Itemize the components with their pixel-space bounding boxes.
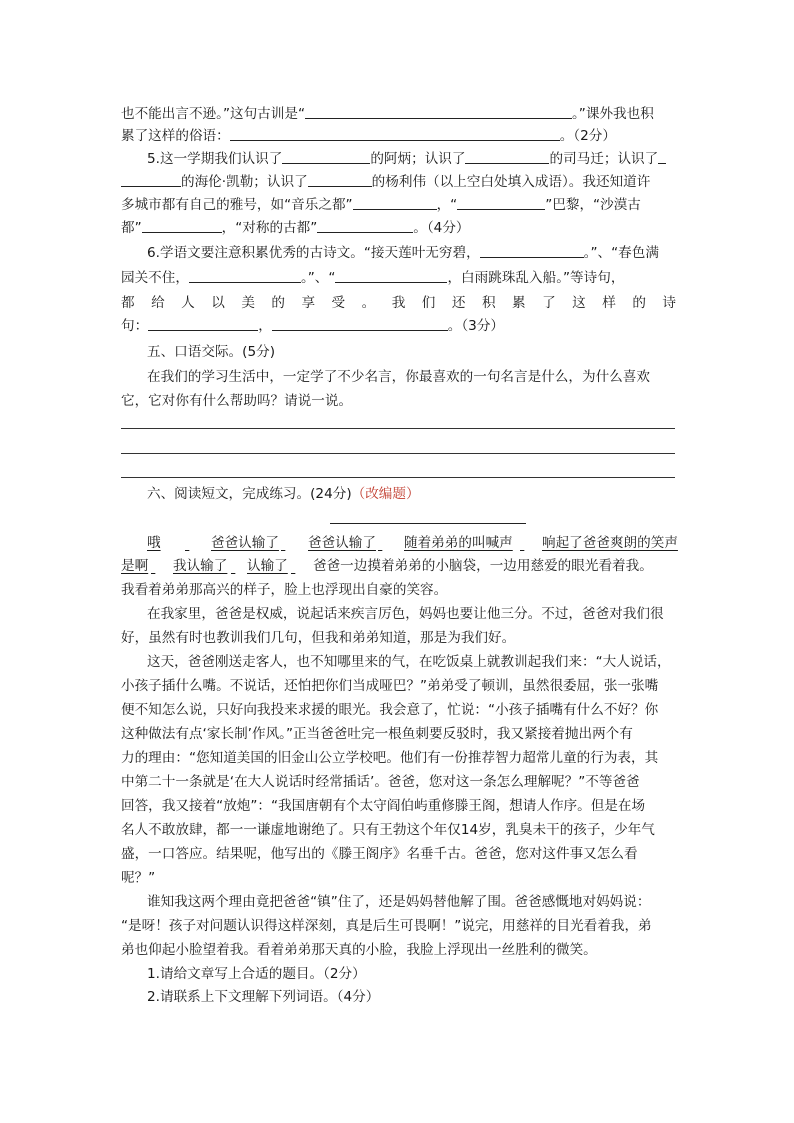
- p1-phrase: 我认输了: [173, 558, 228, 574]
- answer-blank[interactable]: [142, 217, 222, 233]
- q6-char: 给: [151, 295, 165, 311]
- p4-line-2: “是呀！孩子对问题认识得这样深刻，真是后生可畏啊！”说完，用慈祥的目光看着我，弟: [121, 918, 652, 934]
- q5-text: 都”: [121, 220, 142, 236]
- q6-char: 样: [602, 295, 616, 311]
- q5-text: 5.这一学期我们认识了: [147, 151, 283, 167]
- p1-phrase: 哦: [147, 535, 161, 551]
- p2-line-2: 好，虽然有时也教训我们几句，但我和弟弟知道，那是为我们好。: [121, 630, 516, 646]
- q5-text: 的海伦·凯勒；认识了: [181, 174, 308, 190]
- q6-char: 我: [391, 295, 406, 311]
- q6-text: ，: [258, 318, 272, 334]
- section5-prompt-2: 它，它对你有什么帮助吗？请说一说。: [121, 393, 353, 409]
- q5-text: 的阿炳；认识了: [370, 151, 466, 167]
- answer-blank[interactable]: [465, 148, 549, 164]
- p3-line-1: 这天，爸爸刚送走客人，也不知哪里来的气，在吃饭桌上就教训起我们来：“大人说话，: [147, 654, 671, 670]
- p1-phrase: 响起了爸爸爽朗的笑声: [542, 535, 678, 551]
- p3-line-5: 力的理由：“您知道美国的旧金山公立学校吧。他们有一份推荐智力超常儿童的行为表，其: [121, 750, 659, 766]
- q6-char: 还: [451, 295, 466, 311]
- question-1: 1.请给文章写上合适的题目。（2分）: [147, 966, 366, 982]
- answer-blank[interactable]: [282, 148, 370, 164]
- q6-text: 园关不住，: [121, 270, 189, 286]
- answer-blank[interactable]: [353, 194, 437, 210]
- q6-char: 美: [241, 295, 255, 311]
- p3-line-2: 小孩子插什么嘴。不说话，还怕把你们当成哑巴？”弟弟受了顿训，虽然很委屈，张一张嘴: [121, 678, 659, 694]
- q5-text: ，“对称的古都”: [221, 220, 318, 236]
- q6-char: 累: [512, 295, 526, 311]
- answer-blank[interactable]: [658, 148, 666, 164]
- p3-line-7: 回答，我又接着“放炮”：“我国唐朝有个太守阎伯屿重修滕王阁，想请人作序。但是在场: [121, 798, 646, 814]
- p1-phrase: 随着弟弟的叫喊声: [404, 535, 513, 551]
- p3-line-10: 呢？”: [121, 870, 156, 886]
- q6-line-4: [121, 315, 676, 337]
- q6-line-3: [121, 292, 676, 314]
- q6-line-2: [121, 267, 676, 289]
- q6-score: 。（3分）: [447, 318, 505, 334]
- q6-char: 的: [632, 295, 646, 311]
- q6-char: 们: [421, 295, 436, 311]
- punct-blank: [185, 532, 211, 554]
- answer-blank[interactable]: [317, 217, 413, 233]
- answer-blank[interactable]: [189, 267, 301, 283]
- answer-blank[interactable]: [121, 171, 181, 187]
- answer-blank[interactable]: [148, 315, 258, 331]
- p2-line-1: 在我家里，爸爸是权威，说起话来疾言厉色，妈妈也要让他三分。不过，爸爸对我们很: [147, 606, 664, 622]
- q6-char: 了: [542, 295, 556, 311]
- answer-blank[interactable]: [335, 267, 447, 283]
- answer-blank[interactable]: [230, 125, 560, 141]
- p4-line-3: 弟也仰起小脸望着我。看着弟弟那天真的小脸，我脸上浮现出一丝胜利的微笑。: [121, 942, 597, 958]
- q4-text: 。”课外我也积: [572, 106, 654, 122]
- q4-score: 。（2分）: [559, 128, 616, 144]
- question-2: 2.请联系上下文理解下列词语。（4分）: [147, 989, 380, 1005]
- answer-blank[interactable]: [305, 103, 572, 119]
- q4-text: 累了这样的俗语：: [121, 128, 230, 144]
- q6-text: 6.学语文要注意积累优秀的古诗文。“接天莲叶无穷碧，: [147, 245, 480, 261]
- writing-line[interactable]: [121, 453, 675, 454]
- adapted-note: （改编题）: [351, 486, 420, 502]
- p1-phrase: 是啊: [121, 558, 149, 574]
- writing-line[interactable]: [121, 428, 675, 429]
- answer-blank[interactable]: [308, 171, 372, 187]
- title-blank[interactable]: [330, 509, 526, 524]
- section6-title: 六、阅读短文，完成练习。(24分): [147, 486, 352, 502]
- q6-char: 受: [331, 295, 346, 311]
- q6-char: 积: [481, 295, 496, 311]
- p1-line-2: [121, 555, 676, 577]
- p3-line-8: 名人不敢放肆，都一一谦虚地谢绝了。只有王勃这个年仅14岁，乳臭未干的孩子，少年气: [121, 822, 655, 838]
- q4-line-2: [121, 125, 676, 147]
- q6-char: 都: [121, 295, 135, 311]
- p3-line-9: 盛，一口答应。结果呢，他写出的《滕王阁序》名垂千古。爸爸，您对这件事又怎么看: [121, 846, 638, 862]
- p4-line-1: 谁知我这两个理由竟把爸爸“镇”住了，还是妈妈替他解了围。爸爸感慨地对妈妈说：: [147, 894, 651, 910]
- p3-line-6: 中第二十一条就是‘在大人说话时经常插话’。爸爸，您对这一条怎么理解呢？”不等爸爸: [121, 774, 640, 790]
- punct-blank: [291, 555, 313, 577]
- q6-char: 的: [271, 295, 285, 311]
- p1-phrase: 爸爸认输了: [211, 535, 279, 551]
- section5-prompt-1: 在我们的学习生活中，一定学了不少名言，你最喜欢的一句名言是什么，为什么喜欢: [147, 369, 650, 385]
- q5-line-2: [121, 171, 676, 193]
- p3-line-3: 便不知怎么说，只好向我投来求援的眼光。我会意了，忙说：“小孩子插嘴有什么不好？你: [121, 702, 659, 718]
- p3-line-4: 这种做法有点‘家长制’作风。”正当爸爸吐完一根鱼刺要反驳时，我又紧接着抛出两个有: [121, 726, 633, 742]
- punct-blank: [231, 555, 247, 577]
- punct-blank: [281, 532, 308, 554]
- q6-text: 。”、“: [300, 270, 336, 286]
- writing-line[interactable]: [121, 477, 675, 478]
- answer-blank[interactable]: [480, 242, 584, 258]
- p1-phrase: 认输了: [247, 558, 288, 574]
- q6-line-1: [147, 242, 676, 264]
- q5-line-4: [121, 217, 676, 239]
- section5-title: 五、口语交际。(5分): [147, 344, 276, 360]
- q6-text: ，白雨跳珠乱入船。”等诗句，: [447, 270, 625, 286]
- q5-text: 多城市都有自己的雅号，如“音乐之都”: [121, 197, 353, 213]
- q5-text: 的司马迁；认识了: [549, 151, 659, 167]
- section6-header: [147, 483, 676, 505]
- answer-blank[interactable]: [457, 194, 545, 210]
- punct-blank: [151, 555, 173, 577]
- q6-char: 人: [181, 295, 195, 311]
- q5-line-1: [147, 148, 676, 170]
- q6-text: 句：: [121, 318, 149, 334]
- q5-line-3: [121, 194, 676, 216]
- p1-line-3: 我看着弟弟那高兴的样子，脸上也浮现出自豪的笑容。: [121, 582, 448, 598]
- q6-char: 诗: [662, 295, 676, 311]
- p1-line-1: [147, 532, 676, 554]
- p1-phrase: 爸爸认输了: [308, 535, 376, 551]
- q5-text: ”巴黎，“沙漠古: [545, 197, 641, 213]
- q5-score: 。（4分）: [413, 220, 470, 236]
- q6-text: 。”、“春色满: [583, 245, 659, 261]
- q4-text: 也不能出言不逊。”这句古训是“: [121, 106, 306, 122]
- q6-char: 。: [361, 295, 376, 311]
- q5-text: ，“: [436, 197, 458, 213]
- punct-blank: [378, 532, 404, 554]
- p1-text: 爸爸一边摸着弟弟的小脑袋，一边用慈爱的眼光看着我。: [313, 558, 653, 574]
- q6-char: 以: [211, 295, 225, 311]
- q6-char: 这: [572, 295, 586, 311]
- punct-blank: [520, 532, 542, 554]
- q5-text: 的杨利伟（以上空白处填入成语）。我还知道许: [371, 174, 651, 190]
- q6-char: 享: [301, 295, 316, 311]
- answer-blank[interactable]: [272, 315, 448, 331]
- q4-line-1: [121, 103, 676, 125]
